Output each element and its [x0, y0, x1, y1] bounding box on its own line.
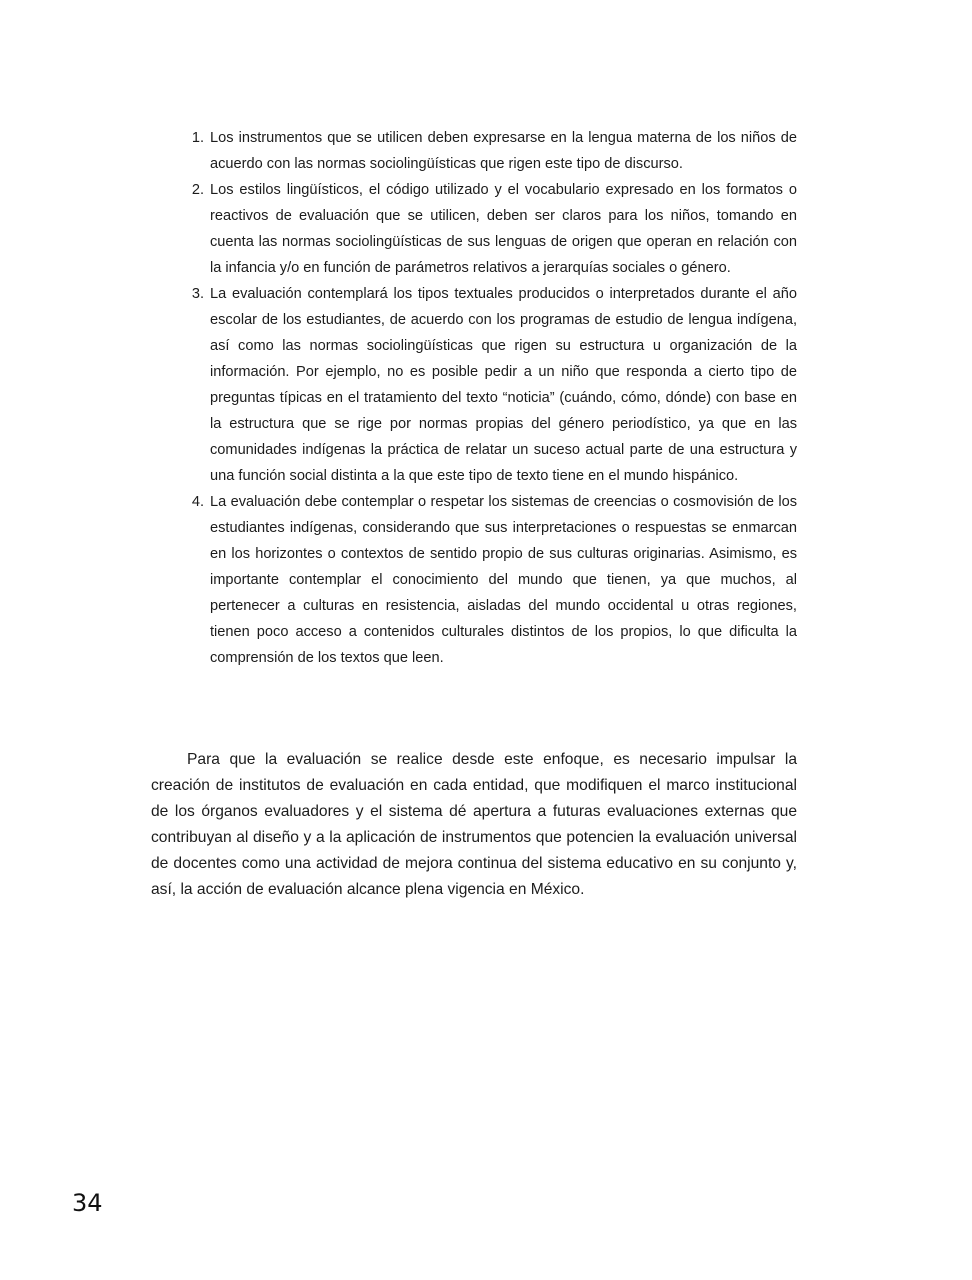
list-item	[191, 489, 797, 671]
list-item-text: La evaluación debe contemplar o respetar los sistemas de creencias o cosmovisión de los estudiantes indígenas, considerando que sus interpretaciones o respuestas se enmarcan en los horizontes o contextos de sentido propio de sus culturas originarias. Asimismo, es importante contemplar el conocimiento del mundo que tienen, ya que muchos, al pertenecer a culturas en resistencia, aisladas del mundo occidental u otras regiones, tienen poco acceso a contenidos culturales distintos de los propios, lo que dificulta la comprensión de los textos que leen.	[210, 494, 797, 666]
list-item-number: 1.	[191, 130, 204, 146]
list-item	[191, 125, 797, 177]
list-item	[191, 177, 797, 281]
list-item	[191, 281, 797, 489]
page-number: 34	[72, 1189, 103, 1217]
body-paragraph: Para que la evaluación se realice desde este enfoque, es necesario impulsar la creación de institutos de evaluación en cada entidad, que modifiquen el marco institucional de los órganos evaluadores y el sistema dé apertura a futuras evaluaciones externas que contribuyan al diseño y a la aplicación de instrumentos que potencien la evaluación universal de docentes como una actividad de mejora continua del sistema educativo en su conjunto y, así, la acción de evaluación alcance plena vigencia en México.	[151, 751, 797, 898]
list-item-number: 4.	[191, 494, 204, 510]
list-item-text: Los instrumentos que se utilicen deben expresarse en la lengua materna de los niños de acuerdo con las normas sociolingüísticas que rigen este tipo de discurso.	[210, 130, 797, 172]
list-item-number: 3.	[191, 286, 204, 302]
list-item-text: La evaluación contemplará los tipos textuales producidos o interpretados durante el año escolar de los estudiantes, de acuerdo con los programas de estudio de lengua indígena, así como las normas sociolingüísticas que rigen su estructura u organización de la información. Por ejemplo, no es posible pedir a un niño que responda a cierto tipo de preguntas típicas en el tratamiento del texto “noticia” (cuándo, cómo, dónde) con base en la estructura que se rige por normas propias del género periodístico, ya que en las comunidades indígenas la práctica de relatar un suceso actual parte de una estructura y una función social distinta a la que este tipo de texto tiene en el mundo hispánico.	[210, 286, 797, 484]
numbered-list	[191, 125, 797, 671]
list-item-text: Los estilos lingüísticos, el código utilizado y el vocabulario expresado en los formatos o reactivos de evaluación que se utilicen, deben ser claros para los niños, tomando en cuenta las normas sociolingüísticas de sus lenguas de origen que operan en relación con la infancia y/o en función de parámetros relativos a jerarquías sociales o género.	[210, 182, 797, 276]
list-item-number: 2.	[191, 182, 204, 198]
